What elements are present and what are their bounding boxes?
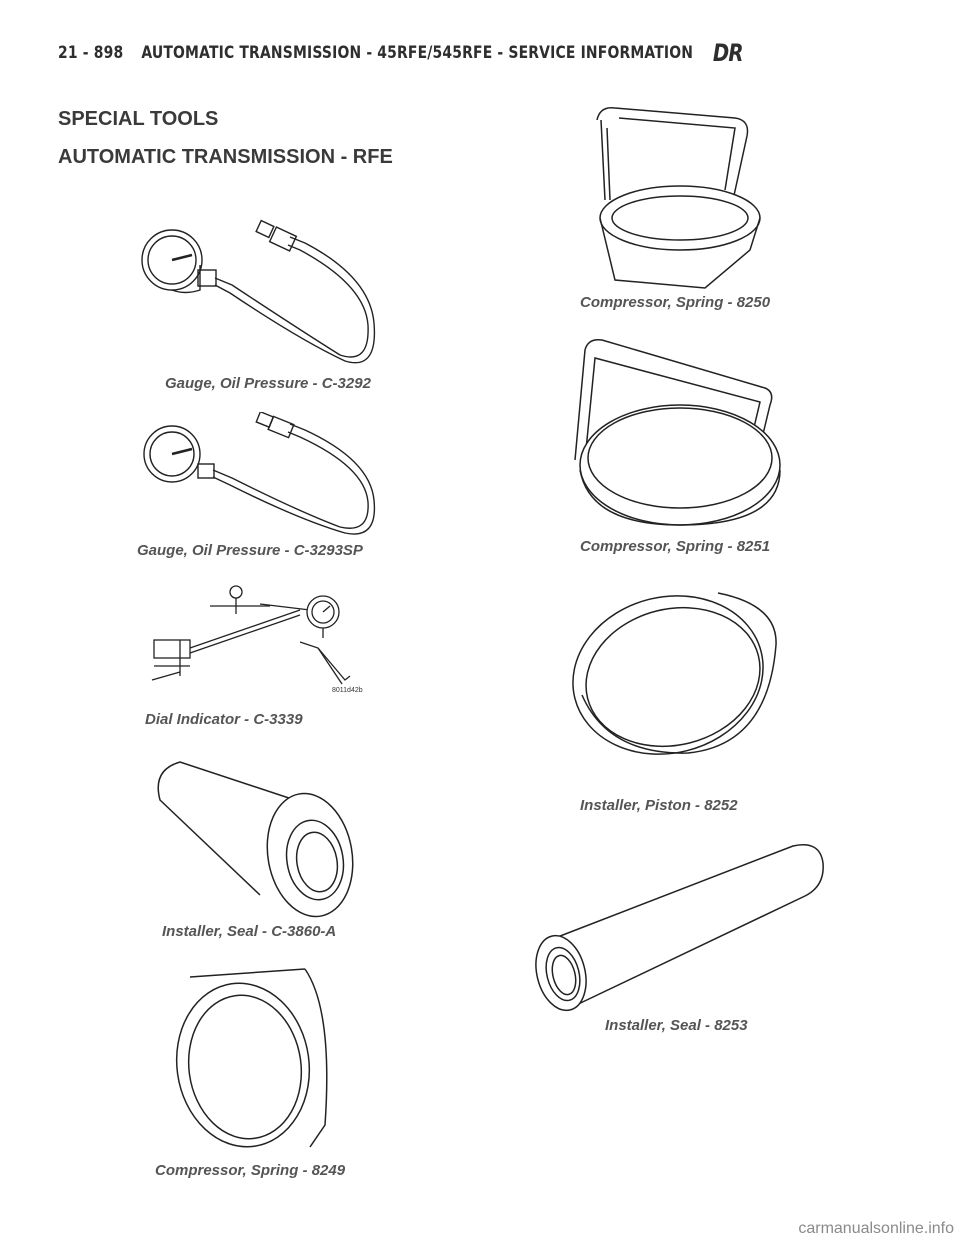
manual-title: AUTOMATIC TRANSMISSION - 45RFE/545RFE - SERVICE INFORMATION: [141, 43, 694, 63]
dial-indicator-illustration: [140, 580, 380, 695]
tool-caption: Compressor, Spring - 8250: [580, 294, 771, 311]
spring-compressor-illustration: [155, 965, 340, 1155]
watermark: carmanualsonline.info: [798, 1220, 954, 1237]
page-number: 21 - 898: [58, 43, 124, 63]
seal-installer-illustration: [140, 750, 370, 920]
seal-installer-illustration: [525, 838, 830, 1018]
spring-compressor-figure: [575, 100, 770, 290]
tool-caption: Gauge, Oil Pressure - C-3293SP: [137, 542, 363, 559]
section-title: SPECIAL TOOLS: [58, 108, 219, 130]
seal-installer-figure: [140, 750, 370, 920]
tool-caption: Installer, Seal - C-3860-A: [162, 923, 337, 940]
spring-compressor-figure: [570, 330, 795, 530]
dial-indicator-figure: [140, 580, 380, 695]
brand-mark: DR: [712, 39, 743, 67]
tool-caption: Compressor, Spring - 8251: [580, 538, 771, 555]
spring-compressor-illustration: [575, 100, 770, 290]
oil-pressure-gauge-illustration: [140, 412, 380, 537]
oil-pressure-gauge-figure: [140, 412, 380, 537]
piston-installer-illustration: [568, 585, 783, 760]
spring-compressor-illustration: [570, 330, 795, 530]
tool-caption: Compressor, Spring - 8249: [155, 1162, 346, 1179]
tool-caption: Installer, Seal - 8253: [605, 1017, 748, 1034]
tool-caption: Installer, Piston - 8252: [580, 797, 738, 814]
oil-pressure-gauge-illustration: [140, 215, 380, 365]
section-subtitle: AUTOMATIC TRANSMISSION - RFE: [58, 146, 393, 168]
tool-caption: Dial Indicator - C-3339: [145, 711, 303, 728]
oil-pressure-gauge-figure: [140, 215, 380, 365]
tool-caption: Gauge, Oil Pressure - C-3292: [165, 375, 371, 392]
spring-compressor-figure: [155, 965, 340, 1155]
seal-installer-figure: [525, 838, 830, 1018]
figure-code: 8011d42b: [332, 687, 363, 694]
piston-installer-figure: [568, 585, 783, 760]
page-header: [58, 39, 743, 67]
